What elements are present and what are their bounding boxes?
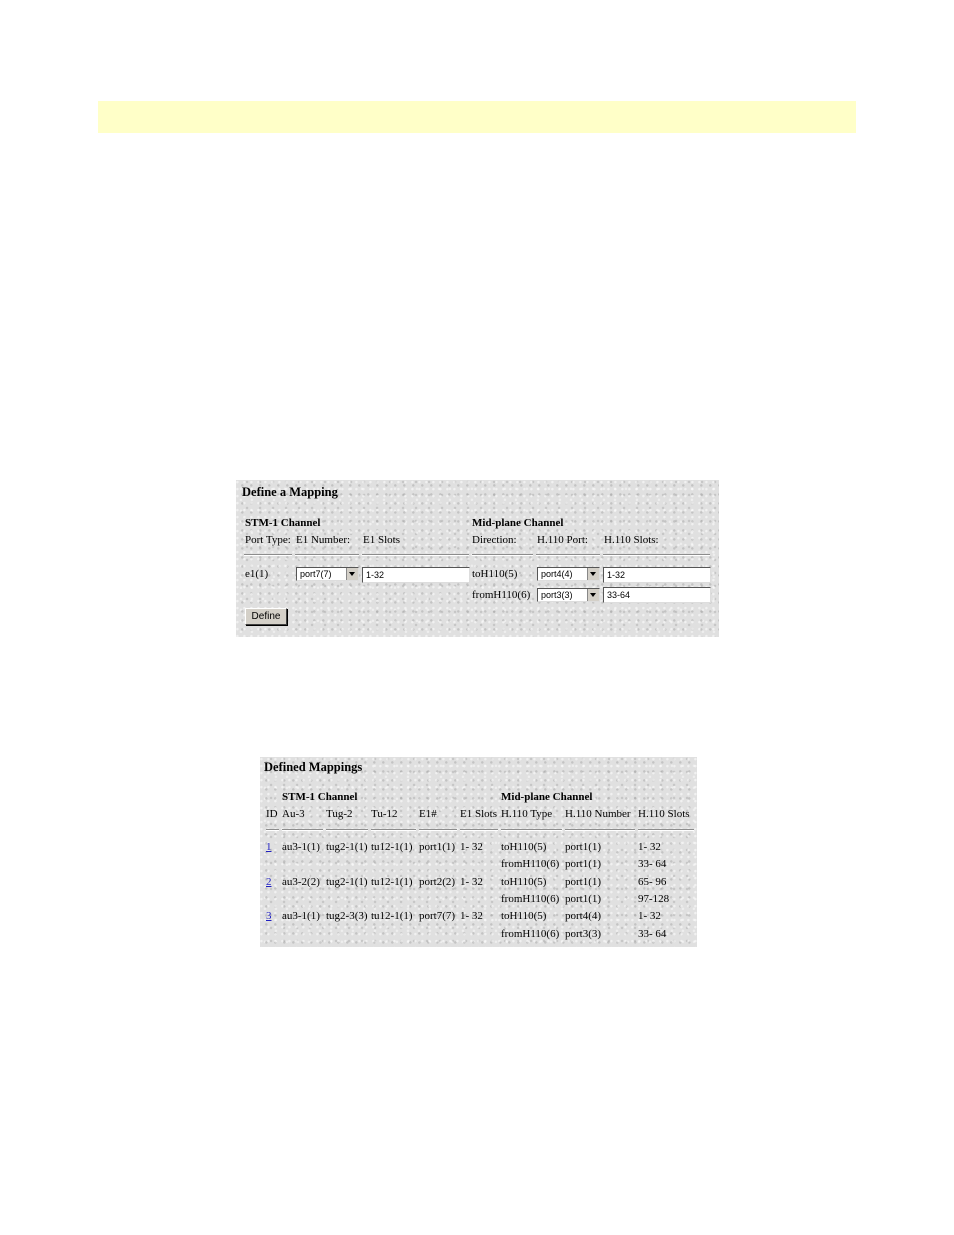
defined-mappings-title: Defined Mappings (264, 760, 363, 774)
col-e1-slots: E1 Slots (460, 808, 497, 820)
cell-h110-type: toH110(5) (501, 876, 547, 888)
cell-au3: au3-2(2) (282, 876, 320, 888)
stm-channel-heading: STM-1 Channel (245, 517, 321, 529)
header-rule (638, 829, 694, 831)
mapping-id-link[interactable]: 2 (266, 876, 272, 888)
cell-e1: port2(2) (419, 876, 456, 888)
cell-h110-type: toH110(5) (501, 910, 547, 922)
h110-port-select[interactable] (537, 588, 600, 602)
col-au3: Au-3 (282, 808, 305, 820)
h110-slots-input[interactable] (603, 567, 711, 583)
cell-h110-number: port1(1) (565, 841, 602, 853)
header-rule (565, 829, 635, 831)
col-tu12: Tu-12 (371, 808, 398, 820)
col-h110-type: H.110 Type (501, 808, 553, 820)
h110-slots-input[interactable] (603, 587, 711, 603)
cell-h110-type: fromH110(6) (501, 893, 560, 905)
col-h110-slots: H.110 Slots: (604, 534, 659, 546)
col-h110-number: H.110 Number (565, 808, 631, 820)
col-h110-slots: H.110 Slots (638, 808, 690, 820)
e1-number-select[interactable] (296, 567, 359, 581)
cell-e1-slots: 1- 32 (460, 841, 483, 853)
col-direction: Direction: (472, 534, 517, 546)
define-mapping-title: Define a Mapping (242, 485, 338, 499)
h110-port-selected-value: port4(4) (541, 569, 573, 579)
dropdown-arrow-icon[interactable] (587, 568, 599, 580)
col-e1: E1# (419, 808, 437, 820)
stm-channel-heading: STM-1 Channel (282, 791, 358, 803)
cell-e1-slots: 1- 32 (460, 876, 483, 888)
cell-h110-number: port1(1) (565, 858, 602, 870)
cell-tug2: tug2-1(1) (326, 876, 368, 888)
port-type-value: e1(1) (245, 568, 269, 580)
header-rule (419, 829, 457, 831)
cell-h110-type: toH110(5) (501, 841, 547, 853)
e1-number-selected-value: port7(7) (300, 569, 332, 579)
cell-h110-type: fromH110(6) (501, 858, 560, 870)
col-id: ID (266, 808, 278, 820)
mapping-id-link[interactable]: 3 (266, 910, 272, 922)
h110-port-selected-value: port3(3) (541, 590, 573, 600)
header-rule (472, 554, 533, 556)
direction-label: toH110(5) (472, 568, 518, 580)
cell-h110-number: port4(4) (565, 910, 602, 922)
cell-h110-type: fromH110(6) (501, 928, 560, 940)
col-tug2: Tug-2 (326, 808, 353, 820)
cell-h110-slots: 33- 64 (638, 858, 667, 870)
midplane-channel-heading: Mid-plane Channel (501, 791, 593, 803)
header-rule (362, 554, 469, 556)
col-h110-port: H.110 Port: (537, 534, 588, 546)
cell-h110-number: port1(1) (565, 876, 602, 888)
cell-h110-number: port3(3) (565, 928, 602, 940)
cell-au3: au3-1(1) (282, 910, 320, 922)
define-button[interactable]: Define (245, 608, 287, 625)
cell-h110-slots: 97-128 (638, 893, 670, 905)
define-mapping-panel (236, 480, 719, 637)
header-rule (326, 829, 368, 831)
defined-mappings-panel (260, 757, 697, 947)
col-port-type: Port Type: (245, 534, 291, 546)
midplane-channel-heading: Mid-plane Channel (472, 517, 564, 529)
header-rule (501, 829, 562, 831)
cell-h110-slots: 33- 64 (638, 928, 667, 940)
direction-label: fromH110(6) (472, 589, 531, 601)
header-rule (295, 554, 359, 556)
cell-h110-slots: 65- 96 (638, 876, 667, 888)
h110-port-select[interactable] (537, 567, 600, 581)
dropdown-arrow-icon[interactable] (346, 568, 358, 580)
dropdown-arrow-icon[interactable] (587, 589, 599, 601)
mapping-id-link[interactable]: 1 (266, 841, 272, 853)
cell-e1: port1(1) (419, 841, 456, 853)
header-rule (266, 829, 279, 831)
col-e1-number: E1 Number: (296, 534, 351, 546)
cell-e1: port7(7) (419, 910, 456, 922)
cell-tu12: tu12-1(1) (371, 876, 413, 888)
cell-h110-slots: 1- 32 (638, 910, 661, 922)
highlight-banner (98, 101, 856, 133)
cell-tu12: tu12-1(1) (371, 910, 413, 922)
cell-h110-number: port1(1) (565, 893, 602, 905)
header-rule (282, 829, 323, 831)
cell-tug2: tug2-3(3) (326, 910, 368, 922)
cell-e1-slots: 1- 32 (460, 910, 483, 922)
cell-tug2: tug2-1(1) (326, 841, 368, 853)
cell-tu12: tu12-1(1) (371, 841, 413, 853)
header-rule (536, 554, 600, 556)
header-rule (460, 829, 498, 831)
e1-slots-input[interactable] (362, 567, 470, 583)
header-rule (244, 554, 292, 556)
cell-h110-slots: 1- 32 (638, 841, 661, 853)
header-rule (603, 554, 710, 556)
cell-au3: au3-1(1) (282, 841, 320, 853)
col-e1-slots: E1 Slots (363, 534, 400, 546)
header-rule (371, 829, 416, 831)
